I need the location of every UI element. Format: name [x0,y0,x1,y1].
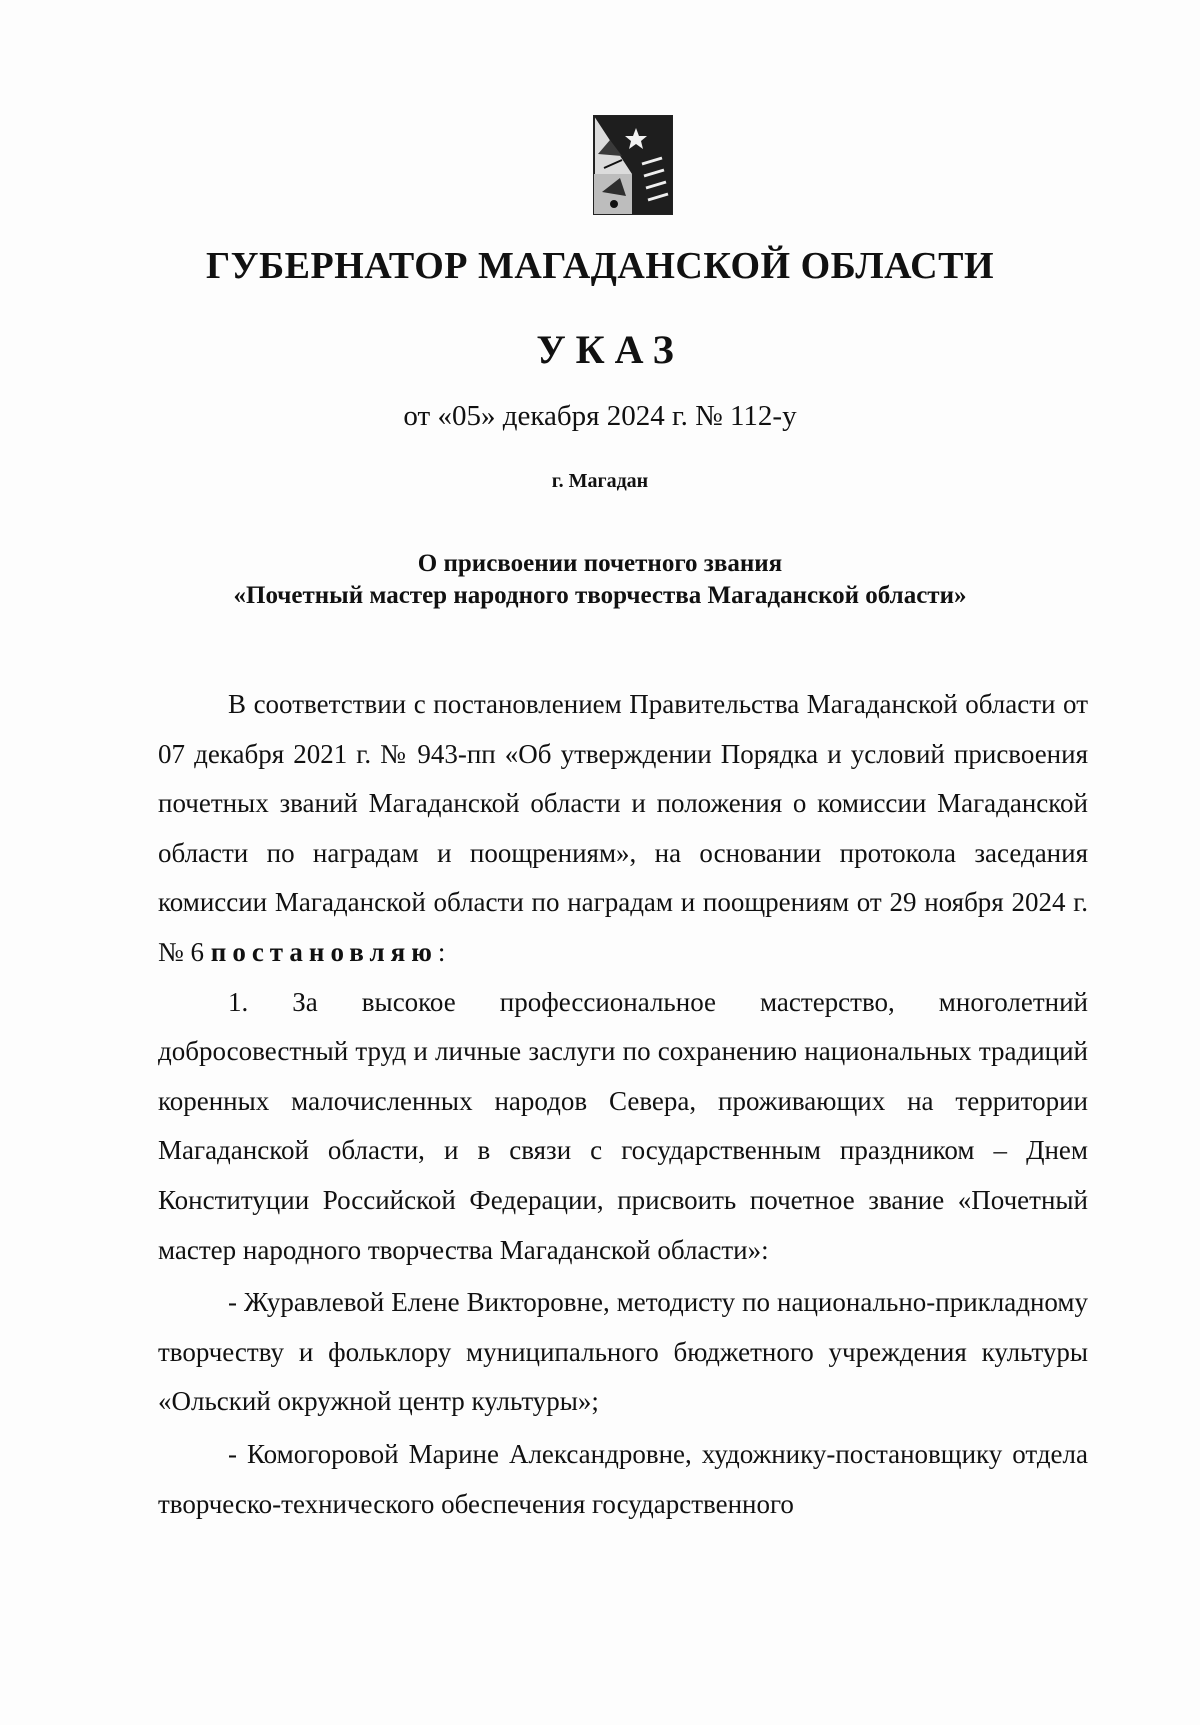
document-title-line-2: «Почетный мастер народного творчества Магаданской области» [233,582,967,609]
recipient-item-2: - Комогоровой Марине Александровне, художнику-постановщику отдела творческо-технического обеспечения государственного [158,1438,1088,1519]
preamble-paragraph [158,680,1088,978]
issuing-authority: ГУБЕРНАТОР МАГАДАНСКОЙ ОБЛАСТИ [205,245,995,287]
recipient-item-1: - Журавлевой Елене Викторовне, методисту по национально-прикладному творчеству и фольклору муниципального бюджетного учреждения культуры «Ольский окружной центр культуры»; [158,1287,1088,1417]
document-type: УКАЗ [536,327,684,372]
document-city: г. Магадан [551,470,649,492]
decree-colon: : [437,936,446,967]
document-date-number: от «05» декабря 2024 г. № 112-у [403,400,797,432]
document-body [158,680,1088,1529]
document-title [0,548,1200,612]
decree-word: постановляю [210,936,438,967]
document-title-line-1: О присвоении почетного звания [417,550,783,577]
coat-of-arms-icon [592,114,674,216]
decree-item-1: 1. За высокое профессиональное мастерство, многолетний добросовестный труд и личные заслуги по сохранению национальных традиций коренных малочисленных народов Севера, проживающих на территории Магаданской области, и в связи с государственным праздником – Днем Конституции Российской Федерации, присвоить почетное звание «Почетный мастер народного творчества Магаданской области»: [158,986,1088,1265]
preamble-text: В соответствии с постановлением Правительства Магаданской области от 07 декабря 2021 г. № 943-пп «Об утверждении Порядка и условий присвоения почетных званий Магаданской области и положения о комиссии Магаданской области по наградам и поощрениям», на основании протокола заседания комиссии Магаданской области по наградам и поощрениям от 29 ноября 2024 г. № 6 [158,689,1088,967]
